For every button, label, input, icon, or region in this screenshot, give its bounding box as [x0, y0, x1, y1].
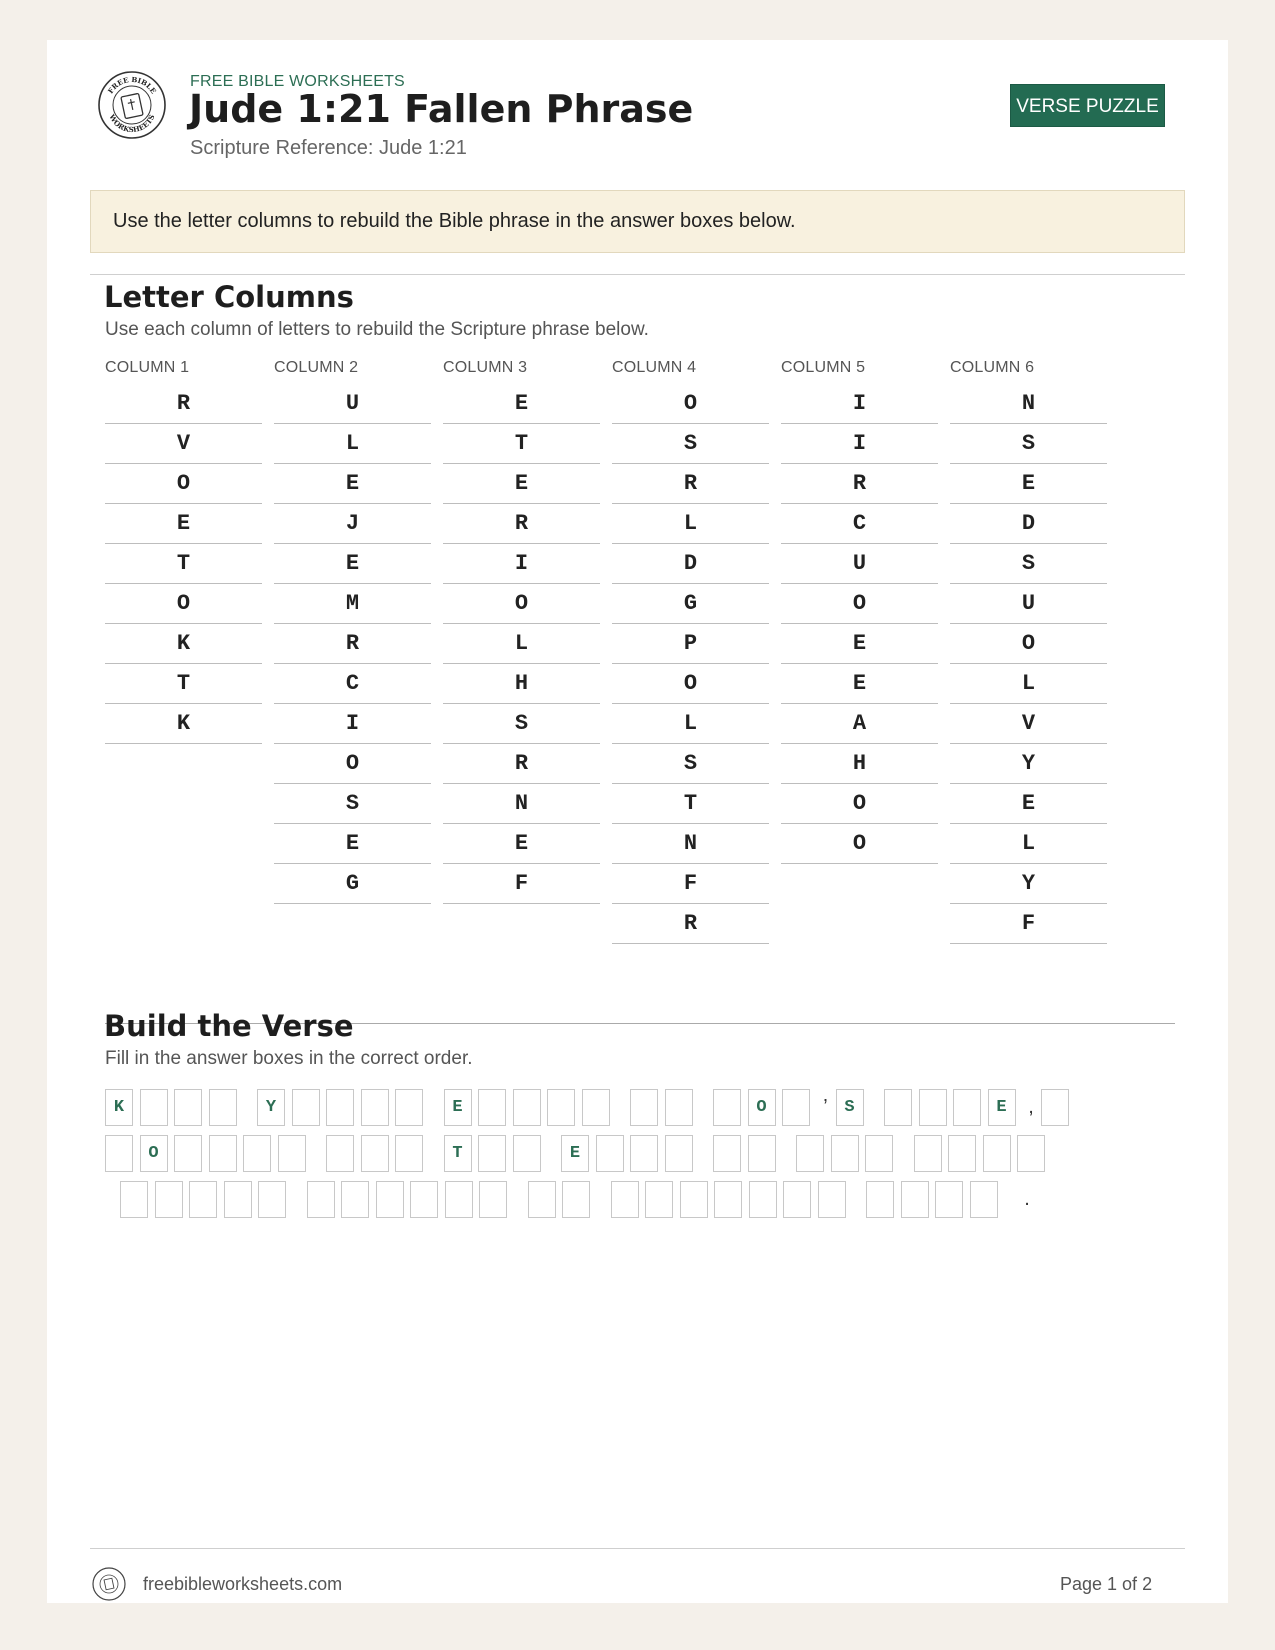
- answer-box[interactable]: [445, 1181, 473, 1218]
- column-letter: E: [274, 464, 431, 504]
- column-letter: S: [612, 424, 769, 464]
- letter-columns-description: Use each column of letters to rebuild the Scripture phrase below.: [105, 319, 649, 340]
- column-letter: G: [274, 864, 431, 904]
- answer-box[interactable]: [582, 1089, 610, 1126]
- answer-box[interactable]: [174, 1089, 202, 1126]
- answer-box[interactable]: [935, 1181, 963, 1218]
- column-letter: T: [105, 664, 262, 704]
- answer-box[interactable]: [1041, 1089, 1069, 1126]
- answer-box[interactable]: [243, 1135, 271, 1172]
- column-letter: M: [274, 584, 431, 624]
- column-letter: O: [781, 824, 938, 864]
- column-label: COLUMN 2: [274, 359, 359, 376]
- column-letter: R: [274, 624, 431, 664]
- bible-logo-icon: [97, 70, 167, 140]
- letter-column-1: [105, 358, 262, 744]
- column-letter: R: [443, 504, 600, 544]
- column-letter: H: [443, 664, 600, 704]
- answer-box[interactable]: [326, 1135, 354, 1172]
- answer-box[interactable]: [209, 1135, 237, 1172]
- column-letter: D: [612, 544, 769, 584]
- column-letter: E: [443, 824, 600, 864]
- answer-box[interactable]: [713, 1135, 741, 1172]
- footer-divider: [90, 1548, 1185, 1549]
- column-letter: R: [612, 464, 769, 504]
- answer-box[interactable]: [953, 1089, 981, 1126]
- column-letter: E: [105, 504, 262, 544]
- answer-box[interactable]: [914, 1135, 942, 1172]
- answer-box[interactable]: [983, 1135, 1011, 1172]
- answer-box[interactable]: [224, 1181, 252, 1218]
- column-letter: E: [274, 824, 431, 864]
- column-letter: I: [443, 544, 600, 584]
- column-letter: U: [950, 584, 1107, 624]
- answer-box[interactable]: [292, 1089, 320, 1126]
- answer-box[interactable]: [189, 1181, 217, 1218]
- column-letter: K: [105, 624, 262, 664]
- column-letter: I: [781, 384, 938, 424]
- answer-box-hint[interactable]: E: [988, 1089, 1016, 1126]
- punctuation: .: [1024, 1188, 1030, 1210]
- answer-box[interactable]: [105, 1135, 133, 1172]
- page-title: Jude 1:21 Fallen Phrase: [189, 87, 694, 131]
- column-letter: O: [781, 584, 938, 624]
- column-letter: O: [612, 384, 769, 424]
- brand-label: FREE BIBLE WORKSHEETS: [190, 73, 405, 90]
- column-letter: L: [950, 664, 1107, 704]
- column-letter: R: [105, 384, 262, 424]
- column-label: COLUMN 4: [612, 359, 697, 376]
- column-letter: F: [612, 864, 769, 904]
- page-number: Page 1 of 2: [1060, 1574, 1153, 1594]
- answer-box[interactable]: [258, 1181, 286, 1218]
- answer-box[interactable]: [713, 1089, 741, 1126]
- answer-box-hint[interactable]: K: [105, 1089, 133, 1126]
- answer-box[interactable]: [782, 1089, 810, 1126]
- answer-box-hint[interactable]: E: [444, 1089, 472, 1126]
- footer-site: freebibleworksheets.com: [143, 1574, 343, 1594]
- column-letter: E: [443, 464, 600, 504]
- build-verse-description: Fill in the answer boxes in the correct order.: [105, 1048, 473, 1069]
- answer-box[interactable]: [513, 1135, 541, 1172]
- punctuation: ,: [1028, 1096, 1034, 1118]
- column-letter: U: [274, 384, 431, 424]
- column-letter: G: [612, 584, 769, 624]
- column-letter: H: [781, 744, 938, 784]
- answer-box-hint[interactable]: O: [748, 1089, 776, 1126]
- svg-text:FREE BIBLE: FREE BIBLE: [105, 74, 159, 96]
- column-letter: I: [781, 424, 938, 464]
- punctuation: ’: [823, 1096, 828, 1118]
- column-letter: L: [950, 824, 1107, 864]
- column-letter: N: [612, 824, 769, 864]
- answer-box[interactable]: [884, 1089, 912, 1126]
- answer-box[interactable]: [796, 1135, 824, 1172]
- column-letter: E: [950, 464, 1107, 504]
- column-letter: O: [781, 784, 938, 824]
- column-letter: D: [950, 504, 1107, 544]
- divider: [90, 274, 1185, 275]
- column-letter: T: [105, 544, 262, 584]
- answer-box[interactable]: [919, 1089, 947, 1126]
- answer-box[interactable]: [478, 1089, 506, 1126]
- column-letter: A: [781, 704, 938, 744]
- column-label: COLUMN 5: [781, 359, 866, 376]
- answer-box[interactable]: [948, 1135, 976, 1172]
- footer-logo-icon: [92, 1567, 126, 1601]
- build-verse-heading: Build the Verse: [104, 1009, 354, 1043]
- answer-box[interactable]: [865, 1135, 893, 1172]
- column-letter: C: [274, 664, 431, 704]
- svg-text:WORKSHEETS: WORKSHEETS: [107, 112, 157, 135]
- column-letter: S: [950, 544, 1107, 584]
- column-letter: L: [612, 504, 769, 544]
- column-letter: R: [443, 744, 600, 784]
- column-letter: C: [781, 504, 938, 544]
- letter-column-6: [950, 358, 1107, 944]
- column-letter: S: [950, 424, 1107, 464]
- answer-box[interactable]: [395, 1089, 423, 1126]
- column-letter: Y: [950, 864, 1107, 904]
- letter-column-3: [443, 358, 600, 904]
- column-letter: O: [105, 584, 262, 624]
- answer-box[interactable]: [866, 1181, 894, 1218]
- column-letter: T: [443, 424, 600, 464]
- answer-box[interactable]: [410, 1181, 438, 1218]
- column-letter: O: [443, 584, 600, 624]
- answer-box[interactable]: [479, 1181, 507, 1218]
- column-letter: O: [274, 744, 431, 784]
- letter-columns-heading: Letter Columns: [104, 280, 354, 314]
- answer-box[interactable]: [361, 1135, 389, 1172]
- column-letter: K: [105, 704, 262, 744]
- answer-box[interactable]: [547, 1089, 575, 1126]
- column-letter: N: [950, 384, 1107, 424]
- column-letter: R: [612, 904, 769, 944]
- column-letter: I: [274, 704, 431, 744]
- answer-box[interactable]: [478, 1135, 506, 1172]
- answer-box[interactable]: [665, 1089, 693, 1126]
- column-letter: E: [443, 384, 600, 424]
- answer-box[interactable]: [120, 1181, 148, 1218]
- column-letter: P: [612, 624, 769, 664]
- answer-box[interactable]: [783, 1181, 811, 1218]
- answer-box[interactable]: [665, 1135, 693, 1172]
- answer-box[interactable]: [376, 1181, 404, 1218]
- answer-box-hint[interactable]: S: [836, 1089, 864, 1126]
- column-letter: J: [274, 504, 431, 544]
- answer-box[interactable]: [528, 1181, 556, 1218]
- column-letter: V: [950, 704, 1107, 744]
- answer-box[interactable]: [901, 1181, 929, 1218]
- column-letter: O: [950, 624, 1107, 664]
- column-letter: E: [274, 544, 431, 584]
- letter-column-5: [781, 358, 938, 864]
- answer-box[interactable]: [278, 1135, 306, 1172]
- answer-box[interactable]: [1017, 1135, 1045, 1172]
- column-letter: O: [105, 464, 262, 504]
- column-letter: S: [612, 744, 769, 784]
- column-label: COLUMN 6: [950, 359, 1035, 376]
- column-letter: T: [612, 784, 769, 824]
- answer-box[interactable]: [307, 1181, 335, 1218]
- answer-box-hint[interactable]: T: [444, 1135, 472, 1172]
- column-letter: F: [950, 904, 1107, 944]
- column-letter: L: [612, 704, 769, 744]
- column-letter: O: [612, 664, 769, 704]
- answer-box-hint[interactable]: O: [140, 1135, 168, 1172]
- column-letter: N: [443, 784, 600, 824]
- answer-box[interactable]: [155, 1181, 183, 1218]
- letter-column-2: [274, 358, 431, 904]
- column-letter: U: [781, 544, 938, 584]
- answer-box[interactable]: [818, 1181, 846, 1218]
- column-letter: F: [443, 864, 600, 904]
- verse-puzzle-badge: VERSE PUZZLE: [1010, 84, 1165, 127]
- column-letter: Y: [950, 744, 1107, 784]
- answer-box[interactable]: [680, 1181, 708, 1218]
- worksheet-page: [47, 40, 1228, 1603]
- answer-box[interactable]: [326, 1089, 354, 1126]
- column-letter: E: [781, 624, 938, 664]
- column-letter: E: [950, 784, 1107, 824]
- answer-box[interactable]: [645, 1181, 673, 1218]
- letter-column-4: [612, 358, 769, 944]
- answer-box[interactable]: [174, 1135, 202, 1172]
- answer-box[interactable]: [749, 1181, 777, 1218]
- instruction-box: Use the letter columns to rebuild the Bible phrase in the answer boxes below.: [90, 190, 1185, 253]
- answer-box[interactable]: [209, 1089, 237, 1126]
- answer-box[interactable]: [630, 1089, 658, 1126]
- answer-box-hint[interactable]: Y: [257, 1089, 285, 1126]
- answer-box[interactable]: [714, 1181, 742, 1218]
- answer-box[interactable]: [341, 1181, 369, 1218]
- answer-box-hint[interactable]: E: [561, 1135, 589, 1172]
- answer-box[interactable]: [596, 1135, 624, 1172]
- scripture-reference: Scripture Reference: Jude 1:21: [190, 137, 467, 159]
- column-letter: L: [443, 624, 600, 664]
- column-letter: E: [781, 664, 938, 704]
- column-label: COLUMN 3: [443, 359, 528, 376]
- answer-box[interactable]: [562, 1181, 590, 1218]
- answer-box[interactable]: [361, 1089, 389, 1126]
- column-letter: V: [105, 424, 262, 464]
- answer-box[interactable]: [611, 1181, 639, 1218]
- column-letter: R: [781, 464, 938, 504]
- answer-box[interactable]: [970, 1181, 998, 1218]
- answer-box[interactable]: [140, 1089, 168, 1126]
- answer-box[interactable]: [748, 1135, 776, 1172]
- answer-box[interactable]: [831, 1135, 859, 1172]
- answer-box[interactable]: [630, 1135, 658, 1172]
- column-letter: L: [274, 424, 431, 464]
- answer-box[interactable]: [395, 1135, 423, 1172]
- column-label: COLUMN 1: [105, 359, 190, 376]
- answer-box[interactable]: [513, 1089, 541, 1126]
- column-letter: S: [274, 784, 431, 824]
- column-letter: S: [443, 704, 600, 744]
